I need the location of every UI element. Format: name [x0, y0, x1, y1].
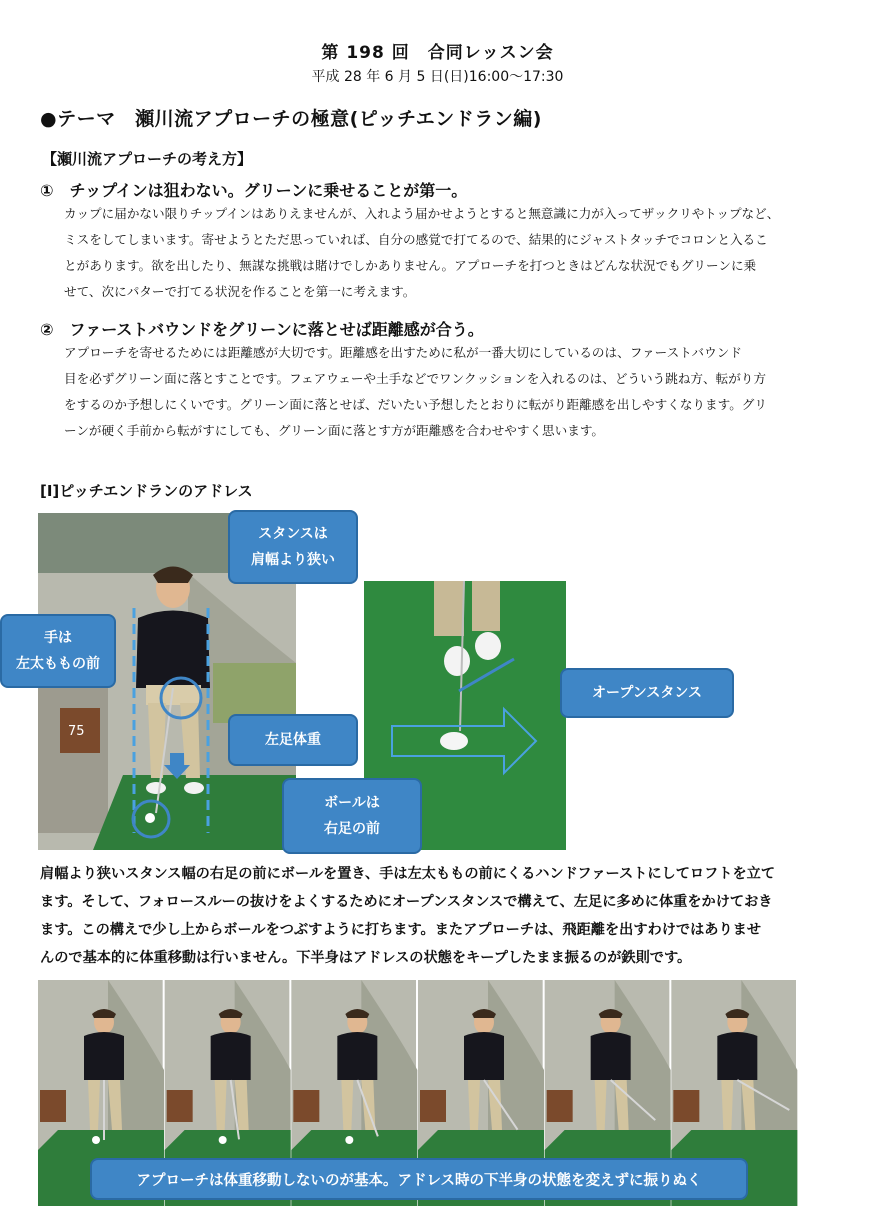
point-1-line: カップに届かない限りチップインはありえませんが、入れよう届かせようとすると無意識に力が入ってザックリやトップなど、	[64, 206, 780, 221]
point-2-line: をするのか予想しにくいです。グリーン面に落とせば、だいたい予想したとおりに転がり距離感を出しやすくなります。グリ	[64, 397, 767, 412]
point-1-line: とがあります。欲を出したり、無謀な挑戦は賭けでしかありません。アプローチを打つときはどんな状況でもグリーンに乗	[64, 258, 757, 273]
point-2-heading: ② ファーストバウンドをグリーンに落とせば距離感が合う。	[40, 320, 484, 339]
sequence-caption-text: アプローチは体重移動しないのが基本。アドレス時の下半身の状態を変えずに振りぬく	[136, 1172, 702, 1189]
point-2-line: アプローチを寄せるためには距離感が大切です。距離感を出すために私が一番大切にしているのは、ファーストバウンド	[64, 345, 742, 360]
address-explanation	[40, 860, 840, 972]
explanation-line: んので基本的に体重移動は行いません。下半身はアドレスの状態をキープしたまま振るのが鉄則です。	[40, 950, 692, 966]
point-1-heading: ① チップインは狙わない。グリーンに乗せることが第一。	[40, 181, 468, 200]
hand-callout-line1: 手は	[44, 630, 72, 646]
subsection-heading: [Ⅰ]ピッチエンドランのアドレス	[40, 482, 253, 500]
point-1-text	[64, 201, 854, 305]
open-stance-callout	[560, 668, 734, 718]
explanation-line: 肩幅より狭いスタンス幅の右足の前にボールを置き、手は左太ももの前にくるハンドファーストにしてロフトを立て	[40, 866, 776, 882]
hand-callout	[0, 614, 116, 688]
ball-callout-line1: ボールは	[324, 795, 380, 811]
mat-number-75: 75	[68, 724, 85, 739]
stance-callout-line1: スタンスは	[258, 526, 328, 542]
theme-heading: ●テーマ 瀬川流アプローチの極意(ピッチエンドラン編)	[40, 108, 542, 130]
point-1-line: ミスをしてしまいます。寄せようとただ思っていれば、自分の感覚で打てるので、結果的にジャストタッチでコロンと入るこ	[64, 232, 768, 247]
sequence-caption	[90, 1158, 748, 1200]
section-title: 【瀬川流アプローチの考え方】	[42, 150, 253, 168]
ball-position-callout	[282, 778, 422, 854]
explanation-line: ます。そして、フォロースルーの抜けをよくするためにオープンスタンスで構えて、左足に多めに体重をかけておき	[40, 894, 773, 910]
explanation-line: ます。この構えで少し上からボールをつぶすように打ちます。またアプローチは、飛距離を出すわけではありませ	[40, 922, 762, 938]
hand-callout-line2: 左太ももの前	[16, 656, 100, 672]
open-stance-label: オープンスタンス	[592, 685, 702, 701]
point-2-text	[64, 340, 854, 444]
ball-callout-line2: 右足の前	[324, 821, 380, 837]
point-2-line: ーンが硬く手前から転がすにしても、グリーン面に落とす方が距離感を合わせやすく思います。	[64, 423, 605, 438]
stance-callout-line2: 肩幅より狭い	[251, 552, 335, 568]
point-1-line: せて、次にパターで打てる状況を作ることを第一に考えます。	[64, 284, 416, 299]
left-weight-callout	[228, 714, 358, 766]
point-2-line: 目を必ずグリーン面に落とすことです。フェアウェーや土手などでワンクッションを入れるのは、どういう跳ね方、転がり方	[64, 371, 766, 386]
stance-callout	[228, 510, 358, 584]
lesson-title: 第 198 回 合同レッスン会	[321, 43, 554, 63]
left-weight-label: 左足体重	[265, 732, 321, 748]
lesson-date: 平成 28 年 6 月 5 日(日)16:00～17:30	[311, 69, 564, 85]
